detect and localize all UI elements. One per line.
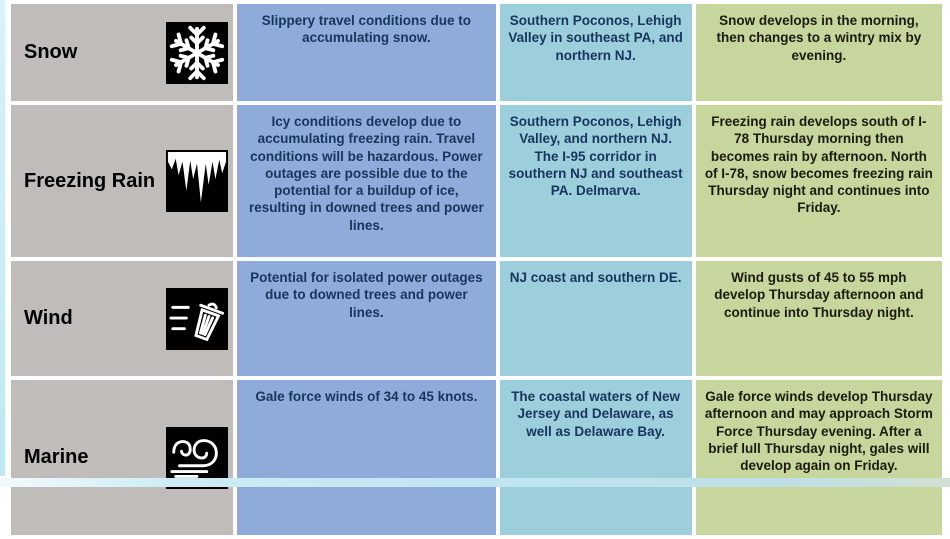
hazard-row-wind [11, 261, 942, 376]
hazard-label-cell [11, 261, 233, 376]
label-wrap [24, 288, 228, 350]
timing-cell: Gale force winds develop Thursday afternoon and may approach Storm Force Thursday evening. After a brief lull Thursday night, gales will develop again on Friday. [696, 380, 942, 535]
impacts-cell: Gale force winds of 34 to 45 knots. [237, 380, 495, 535]
hazard-row-freezing-rain [11, 105, 942, 257]
area-cell: The coastal waters of New Jersey and Delaware, as well as Delaware Bay. [500, 380, 692, 535]
area-cell: Southern Poconos, Lehigh Valley, and northern NJ. The I-95 corridor in southern NJ and southeast PA. Delmarva. [500, 105, 692, 257]
hazard-label: Snow [24, 41, 78, 63]
blowing-debris-icon [166, 288, 228, 350]
snowflake-icon [166, 22, 228, 84]
hazard-row-snow [11, 4, 942, 101]
label-wrap [24, 150, 228, 212]
icicles-icon [166, 150, 228, 212]
hazard-label-cell [11, 4, 233, 101]
hazard-row-marine [11, 380, 942, 535]
timing-cell: Wind gusts of 45 to 55 mph develop Thursday afternoon and continue into Thursday night. [696, 261, 942, 376]
impacts-cell: Slippery travel conditions due to accumulating snow. [237, 4, 495, 101]
hazard-label: Freezing Rain [24, 169, 156, 192]
hazard-label-cell [11, 105, 233, 257]
hazard-label: Marine [24, 446, 89, 468]
area-cell: NJ coast and southern DE. [500, 261, 692, 376]
label-wrap [24, 22, 228, 84]
hazard-table [7, 0, 946, 539]
footer-accent-bar [0, 478, 950, 487]
impacts-cell: Potential for isolated power outages due to downed trees and power lines. [237, 261, 495, 376]
hazard-label-cell [11, 380, 233, 535]
timing-cell: Snow develops in the morning, then changes to a wintry mix by evening. [696, 4, 942, 101]
timing-cell: Freezing rain develops south of I-78 Thursday morning then becomes rain by afternoon. North of I-78, snow becomes freezing rain Thursday night and continues into Friday. [696, 105, 942, 257]
area-cell: Southern Poconos, Lehigh Valley in southeast PA, and northern NJ. [500, 4, 692, 101]
left-accent-strip [0, 0, 5, 476]
impacts-cell: Icy conditions develop due to accumulating freezing rain. Travel conditions will be hazardous. Power outages are possible due to the potential for a buildup of ice, resulting in downed trees and power lines. [237, 105, 495, 257]
hazard-label: Wind [24, 307, 73, 329]
